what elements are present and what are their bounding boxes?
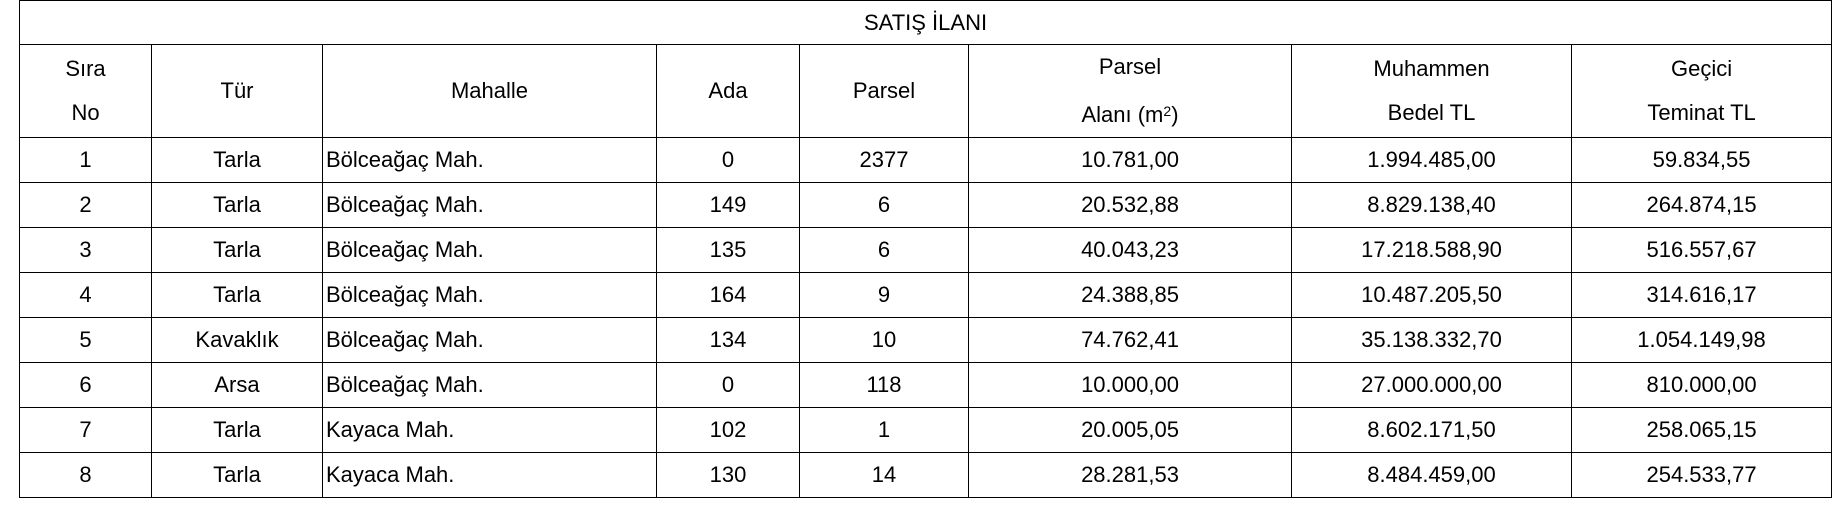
header-muhammen-line2: Bedel TL xyxy=(1387,100,1476,125)
cell-gecici-teminat: 59.834,55 xyxy=(1572,138,1832,183)
cell-ada: 135 xyxy=(657,228,800,273)
cell-tur: Tarla xyxy=(152,408,323,453)
table-row xyxy=(20,273,1832,318)
table-row xyxy=(20,228,1832,273)
cell-tur: Kavaklık xyxy=(152,318,323,363)
cell-parsel: 14 xyxy=(800,453,969,498)
cell-muhammen-bedel: 8.484.459,00 xyxy=(1292,453,1572,498)
cell-sira: 5 xyxy=(20,318,152,363)
cell-muhammen-bedel: 8.829.138,40 xyxy=(1292,183,1572,228)
cell-parsel: 9 xyxy=(800,273,969,318)
cell-ada: 0 xyxy=(657,363,800,408)
cell-parsel: 6 xyxy=(800,183,969,228)
header-gecici-line1: Geçici xyxy=(1670,56,1733,81)
header-sira-line2: No xyxy=(71,100,100,125)
header-parsel: Parsel xyxy=(800,45,969,138)
cell-tur: Tarla xyxy=(152,228,323,273)
cell-gecici-teminat: 258.065,15 xyxy=(1572,408,1832,453)
header-tur: Tür xyxy=(152,45,323,138)
cell-sira: 7 xyxy=(20,408,152,453)
cell-parsel: 6 xyxy=(800,228,969,273)
cell-parsel-alani: 28.281,53 xyxy=(969,453,1292,498)
cell-tur: Tarla xyxy=(152,183,323,228)
cell-parsel: 118 xyxy=(800,363,969,408)
cell-muhammen-bedel: 35.138.332,70 xyxy=(1292,318,1572,363)
cell-sira: 4 xyxy=(20,273,152,318)
cell-parsel: 10 xyxy=(800,318,969,363)
cell-gecici-teminat: 810.000,00 xyxy=(1572,363,1832,408)
header-parsel-alani-line2 xyxy=(969,89,1291,137)
cell-sira: 6 xyxy=(20,363,152,408)
cell-muhammen-bedel: 1.994.485,00 xyxy=(1292,138,1572,183)
cell-ada: 164 xyxy=(657,273,800,318)
cell-parsel-alani: 40.043,23 xyxy=(969,228,1292,273)
header-squared-superscript: 2 xyxy=(1163,103,1172,119)
table-row xyxy=(20,183,1832,228)
cell-mahalle: Bölceağaç Mah. xyxy=(323,318,657,363)
header-parsel-alani-close: ) xyxy=(1171,102,1179,127)
header-mahalle: Mahalle xyxy=(323,45,657,138)
cell-muhammen-bedel: 8.602.171,50 xyxy=(1292,408,1572,453)
header-gecici-teminat xyxy=(1572,45,1832,138)
table-row xyxy=(20,408,1832,453)
header-parsel-alani-text: Alanı (m xyxy=(1081,102,1164,127)
cell-mahalle: Bölceağaç Mah. xyxy=(323,183,657,228)
header-muhammen-line1: Muhammen xyxy=(1373,56,1490,81)
cell-parsel-alani: 74.762,41 xyxy=(969,318,1292,363)
table-row xyxy=(20,138,1832,183)
table-row xyxy=(20,453,1832,498)
cell-ada: 130 xyxy=(657,453,800,498)
cell-ada: 134 xyxy=(657,318,800,363)
cell-parsel: 2377 xyxy=(800,138,969,183)
cell-tur: Tarla xyxy=(152,453,323,498)
cell-mahalle: Kayaca Mah. xyxy=(323,408,657,453)
cell-gecici-teminat: 1.054.149,98 xyxy=(1572,318,1832,363)
header-sira-no xyxy=(20,45,152,138)
cell-gecici-teminat: 254.533,77 xyxy=(1572,453,1832,498)
cell-muhammen-bedel: 17.218.588,90 xyxy=(1292,228,1572,273)
cell-gecici-teminat: 264.874,15 xyxy=(1572,183,1832,228)
header-row xyxy=(20,45,1832,138)
cell-sira: 3 xyxy=(20,228,152,273)
sale-announcement-table xyxy=(19,0,1832,498)
cell-sira: 1 xyxy=(20,138,152,183)
table-row xyxy=(20,318,1832,363)
header-gecici-line2: Teminat TL xyxy=(1647,100,1756,125)
cell-mahalle: Bölceağaç Mah. xyxy=(323,363,657,408)
cell-parsel-alani: 20.532,88 xyxy=(969,183,1292,228)
cell-ada: 102 xyxy=(657,408,800,453)
cell-ada: 0 xyxy=(657,138,800,183)
cell-mahalle: Kayaca Mah. xyxy=(323,453,657,498)
cell-ada: 149 xyxy=(657,183,800,228)
cell-parsel-alani: 10.000,00 xyxy=(969,363,1292,408)
cell-parsel-alani: 24.388,85 xyxy=(969,273,1292,318)
header-sira-line1: Sıra xyxy=(65,56,106,81)
cell-muhammen-bedel: 27.000.000,00 xyxy=(1292,363,1572,408)
table-row xyxy=(20,363,1832,408)
cell-tur: Tarla xyxy=(152,273,323,318)
cell-mahalle: Bölceağaç Mah. xyxy=(323,273,657,318)
table-title: SATIŞ İLANI xyxy=(20,1,1832,45)
title-row xyxy=(20,1,1832,45)
cell-sira: 8 xyxy=(20,453,152,498)
header-muhammen-bedel xyxy=(1292,45,1572,138)
header-parsel-alani xyxy=(969,45,1292,138)
cell-gecici-teminat: 314.616,17 xyxy=(1572,273,1832,318)
cell-parsel: 1 xyxy=(800,408,969,453)
cell-parsel-alani: 10.781,00 xyxy=(969,138,1292,183)
cell-parsel-alani: 20.005,05 xyxy=(969,408,1292,453)
cell-tur: Tarla xyxy=(152,138,323,183)
cell-gecici-teminat: 516.557,67 xyxy=(1572,228,1832,273)
cell-sira: 2 xyxy=(20,183,152,228)
cell-mahalle: Bölceağaç Mah. xyxy=(323,228,657,273)
cell-mahalle: Bölceağaç Mah. xyxy=(323,138,657,183)
header-ada: Ada xyxy=(657,45,800,138)
cell-muhammen-bedel: 10.487.205,50 xyxy=(1292,273,1572,318)
cell-tur: Arsa xyxy=(152,363,323,408)
header-parsel-alani-line1: Parsel xyxy=(1098,54,1162,79)
